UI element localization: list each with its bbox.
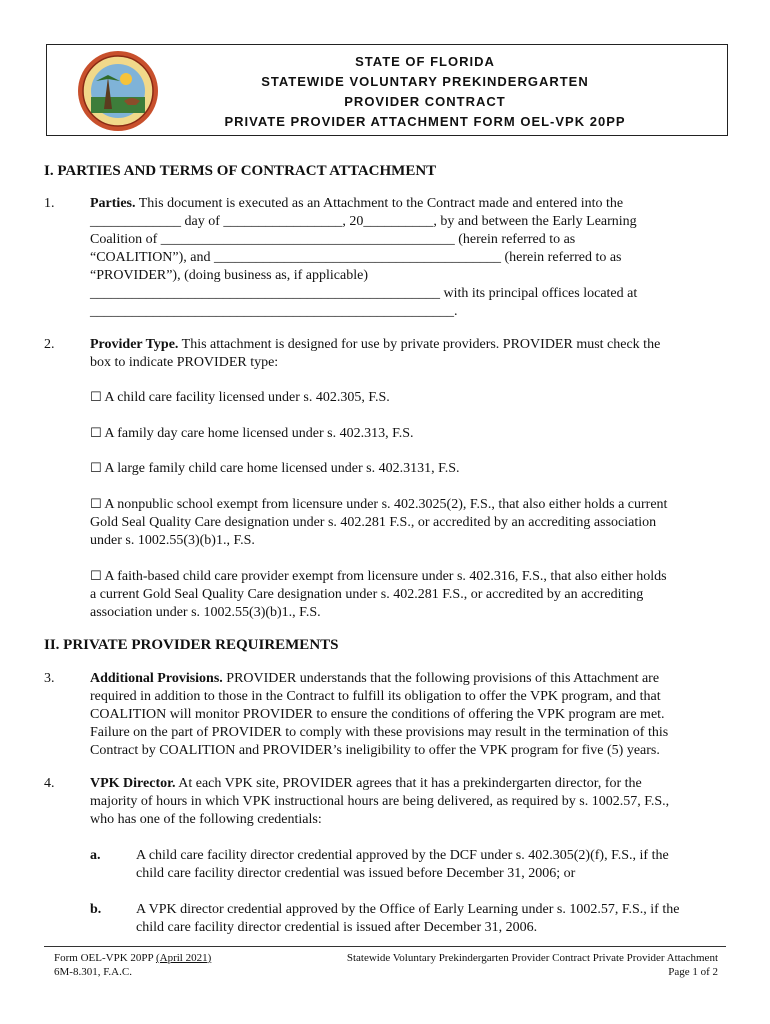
item-1-parties — [90, 195, 730, 321]
item-3-line: COALITION will monitor PROVIDER to ensure the conditions of offering the VPK program are met. — [90, 707, 665, 722]
item-3-line: Failure on the part of PROVIDER to comply with these provisions may result in the termination of this — [90, 725, 669, 740]
option-label: under s. 1002.55(3)(b)1., F.S. — [90, 533, 255, 548]
footer-left — [54, 951, 211, 979]
item-1-line: Coalition of __________________________________________ (herein referred to as — [90, 232, 576, 247]
option-label: A family day care home licensed under s. 402.313, F.S. — [101, 426, 414, 441]
item-3-line: PROVIDER understands that the following provisions of this Attachment are — [222, 671, 660, 686]
checkbox-nonpublic-school[interactable]: ☐ — [90, 497, 102, 512]
item-1-line: This document is executed as an Attachment to the Contract made and entered into the — [135, 196, 624, 211]
subitem-a-text — [136, 847, 736, 883]
header-line-state: STATE OF FLORIDA — [355, 54, 495, 69]
item-1-number: 1. — [44, 196, 55, 211]
footer-rule: 6M-8.301, F.A.C. — [54, 966, 132, 978]
item-4-line: majority of hours in which VPK instructional hours are being delivered, as required by s. 1002.57, F.S., — [90, 794, 670, 809]
checkbox-large-family[interactable]: ☐ — [90, 461, 102, 476]
item-3-line: Contract by COALITION and PROVIDER’s ineligibility to offer the VPK program for five (5) years. — [90, 743, 660, 758]
subitem-line: child care facility director credential is issued after December 31, 2006. — [136, 920, 538, 935]
item-1-line: _____________ day of _________________, 20__________, by and between the Early Learning — [90, 214, 637, 229]
header-line-program: STATEWIDE VOLUNTARY PREKINDERGARTEN — [261, 74, 589, 89]
option-label: A child care facility licensed under s. 402.305, F.S. — [101, 390, 390, 405]
option-label: A nonpublic school exempt from licensure under s. 402.3025(2), F.S., that also either holds a current — [101, 497, 668, 512]
subitem-line: child care facility director credential was issued before December 31, 2006; or — [136, 866, 576, 881]
provider-type-option-family-day-care — [90, 425, 730, 443]
section-1-title: I. PARTIES AND TERMS OF CONTRACT ATTACHMENT — [44, 163, 437, 179]
provider-type-option-licensed-facility — [90, 389, 730, 407]
provider-type-option-nonpublic-school — [90, 496, 730, 550]
provider-type-option-large-family — [90, 460, 730, 478]
option-label: Gold Seal Quality Care designation under s. 402.281 F.S., or accredited by an accrediting association — [90, 515, 657, 530]
checkbox-licensed-facility[interactable]: ☐ — [90, 390, 102, 405]
item-4-heading: VPK Director. — [90, 776, 176, 791]
item-1-heading: Parties. — [90, 196, 136, 211]
footer-form-date: (April 2021) — [155, 952, 212, 964]
subitem-b-text — [136, 901, 736, 937]
checkbox-family-day-care[interactable]: ☐ — [90, 426, 102, 441]
subitem-b-label: b. — [90, 902, 102, 917]
checkbox-faith-based[interactable]: ☐ — [90, 569, 102, 584]
option-label: A large family child care home licensed under s. 402.3131, F.S. — [101, 461, 460, 476]
footer-divider — [44, 946, 726, 947]
item-4-line: who has one of the following credentials: — [90, 812, 322, 827]
item-2-heading: Provider Type. — [90, 337, 179, 352]
subitem-line: A VPK director credential approved by the Office of Early Learning under s. 1002.57, F.S., if the — [136, 902, 680, 917]
item-1-line: “PROVIDER”), (doing business as, if applicable) — [90, 268, 368, 283]
item-2-line: box to indicate PROVIDER type: — [90, 355, 279, 370]
item-2-provider-type — [90, 336, 730, 372]
footer-title: Statewide Voluntary Prekindergarten Provider Contract Private Provider Attachment — [346, 952, 718, 964]
item-1-line: “COALITION”), and _________________________________________ (herein referred to as — [90, 250, 622, 265]
option-label: association under s. 1002.55(3)(b)1., F.S. — [90, 605, 321, 620]
item-4-line: At each VPK site, PROVIDER agrees that it has a prekindergarten director, for the — [175, 776, 642, 791]
header-title-block — [175, 52, 675, 132]
header-line-contract: PROVIDER CONTRACT — [344, 94, 506, 109]
header-line-form: PRIVATE PROVIDER ATTACHMENT FORM OEL-VPK 20PP — [224, 114, 626, 129]
item-2-line: This attachment is designed for use by private providers. PROVIDER must check the — [178, 337, 661, 352]
section-2-title: II. PRIVATE PROVIDER REQUIREMENTS — [44, 637, 339, 653]
item-1-line: __________________________________________________ with its principal offices located at — [90, 286, 638, 301]
item-4-number: 4. — [44, 776, 55, 791]
item-3-additional-provisions — [90, 670, 730, 760]
item-4-vpk-director — [90, 775, 730, 829]
subitem-line: A child care facility director credential approved by the DCF under s. 402.305(2)(f), F.S., if the — [136, 848, 669, 863]
provider-type-option-faith-based — [90, 568, 730, 622]
option-label: a current Gold Seal Quality Care designation under s. 402.281 F.S., or accredited by an accrediting — [90, 587, 644, 602]
item-1-line: ____________________________________________________. — [90, 304, 458, 319]
item-3-number: 3. — [44, 671, 55, 686]
subitem-a-label: a. — [90, 848, 101, 863]
florida-state-seal-icon — [74, 49, 162, 133]
item-3-line: required in addition to those in the Contract to fulfill its obligation to offer the VPK program, and that — [90, 689, 661, 704]
footer-page-number: Page 1 of 2 — [668, 966, 718, 978]
item-2-number: 2. — [44, 337, 55, 352]
item-3-heading: Additional Provisions. — [90, 671, 223, 686]
option-label: A faith-based child care provider exempt from licensure under s. 402.316, F.S., that also either holds — [101, 569, 667, 584]
footer-form-id: Form OEL-VPK 20PP — [54, 952, 156, 964]
footer-right — [347, 951, 718, 979]
